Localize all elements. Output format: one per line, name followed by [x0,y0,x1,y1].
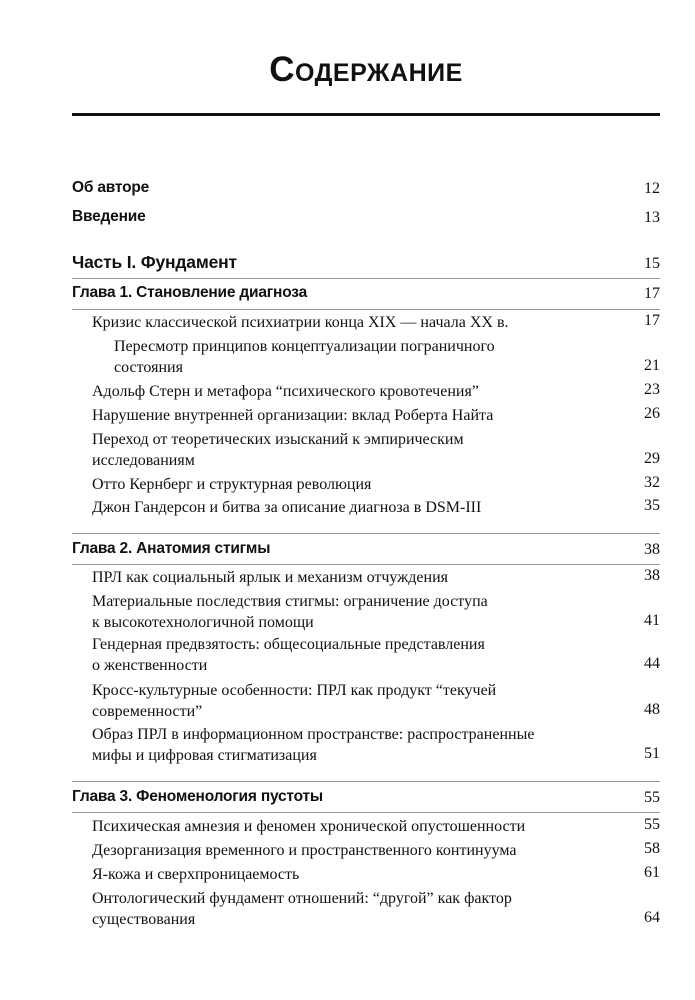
toc-section [72,888,660,930]
toc-section [72,724,660,766]
section-line: Кризис классической психиатрии конца XIX — начала XX в. [92,314,509,331]
section-line: существования [92,911,196,928]
chapter-label: Глава 1. Становление диагноза [72,284,307,301]
section-line: Кросс-культурные особенности: ПРЛ как продукт “текучей [92,682,497,699]
entry-label: Введение [72,208,146,225]
toc-section [72,381,660,402]
section-line: Гендерная предвзятость: общесоциальные представления [92,636,485,653]
separator-line [72,564,660,565]
section-line: Джон Гандерсон и битва за описание диагноза в DSM-III [92,499,482,516]
toc-subsection [72,336,660,378]
entry-page: 35 [644,497,660,514]
toc-section [72,591,660,633]
section-line: Психическая амнезия и феномен хронической опустошенности [92,818,526,835]
toc-section [72,680,660,722]
title-rule [72,113,660,116]
section-line: исследованиям [92,452,195,469]
separator-line [72,278,660,279]
section-line: к высокотехнологичной помощи [92,614,314,631]
entry-page: 26 [644,405,660,422]
toc-section [72,816,660,837]
toc-section [72,497,660,518]
toc-title: Содержание [269,50,463,89]
section-line: Материальные последствия стигмы: ограничение доступа [92,593,488,610]
toc-section [72,567,660,588]
toc-section [72,405,660,426]
entry-page: 64 [644,909,660,926]
section-line: Образ ПРЛ в информационном пространстве: распространенные [92,726,535,743]
section-line: Отто Кернберг и структурная революция [92,476,372,493]
entry-label: Об авторе [72,179,150,196]
toc-entry-chapter-2 [72,540,660,560]
entry-page: 17 [644,312,660,329]
separator-line [72,812,660,813]
entry-page: 41 [644,612,660,629]
toc-section [72,312,660,333]
entry-page: 15 [644,255,660,272]
separator-line [72,533,660,534]
section-line: Пересмотр принципов концептуализации пограничного [114,338,495,355]
separator-line [72,781,660,782]
entry-page: 13 [644,209,660,226]
section-line: состояния [114,359,183,376]
entry-page: 29 [644,450,660,467]
section-line: Адольф Стерн и метафора “психического кровотечения” [92,383,479,400]
separator-line [72,309,660,310]
entry-page: 51 [644,745,660,762]
toc-section [72,840,660,861]
section-line: современности” [92,703,203,720]
entry-page: 12 [644,180,660,197]
entry-page: 17 [644,285,660,302]
section-line: мифы и цифровая стигматизация [92,747,317,764]
toc-section [72,474,660,495]
part-label: Часть I. Фундамент [72,252,237,272]
toc-entry-part-1 [72,252,660,274]
entry-page: 55 [644,816,660,833]
toc-section [72,864,660,885]
toc-entry-about-author [72,179,660,199]
section-line: Дезорганизация временного и пространственного континуума [92,842,517,859]
chapter-label: Глава 3. Феноменология пустоты [72,788,323,805]
entry-page: 38 [644,567,660,584]
toc-entry-chapter-1 [72,284,660,304]
toc-section [72,429,660,471]
section-line: о женственности [92,657,208,674]
toc-section [72,634,660,676]
entry-page: 38 [644,541,660,558]
entry-page: 55 [644,789,660,806]
toc-entry-chapter-3 [72,788,660,808]
section-line: Нарушение внутренней организации: вклад Роберта Найта [92,407,494,424]
section-line: ПРЛ как социальный ярлык и механизм отчуждения [92,569,448,586]
entry-page: 21 [644,357,660,374]
entry-page: 23 [644,381,660,398]
entry-page: 61 [644,864,660,881]
section-line: Онтологический фундамент отношений: “другой” как фактор [92,890,512,907]
entry-page: 44 [644,655,660,672]
entry-page: 58 [644,840,660,857]
section-line: Переход от теоретических изысканий к эмпирическим [92,431,464,448]
section-line: Я-кожа и сверхпроницаемость [92,866,300,883]
entry-page: 48 [644,701,660,718]
toc-entry-introduction [72,208,660,228]
entry-page: 32 [644,474,660,491]
chapter-label: Глава 2. Анатомия стигмы [72,540,271,557]
